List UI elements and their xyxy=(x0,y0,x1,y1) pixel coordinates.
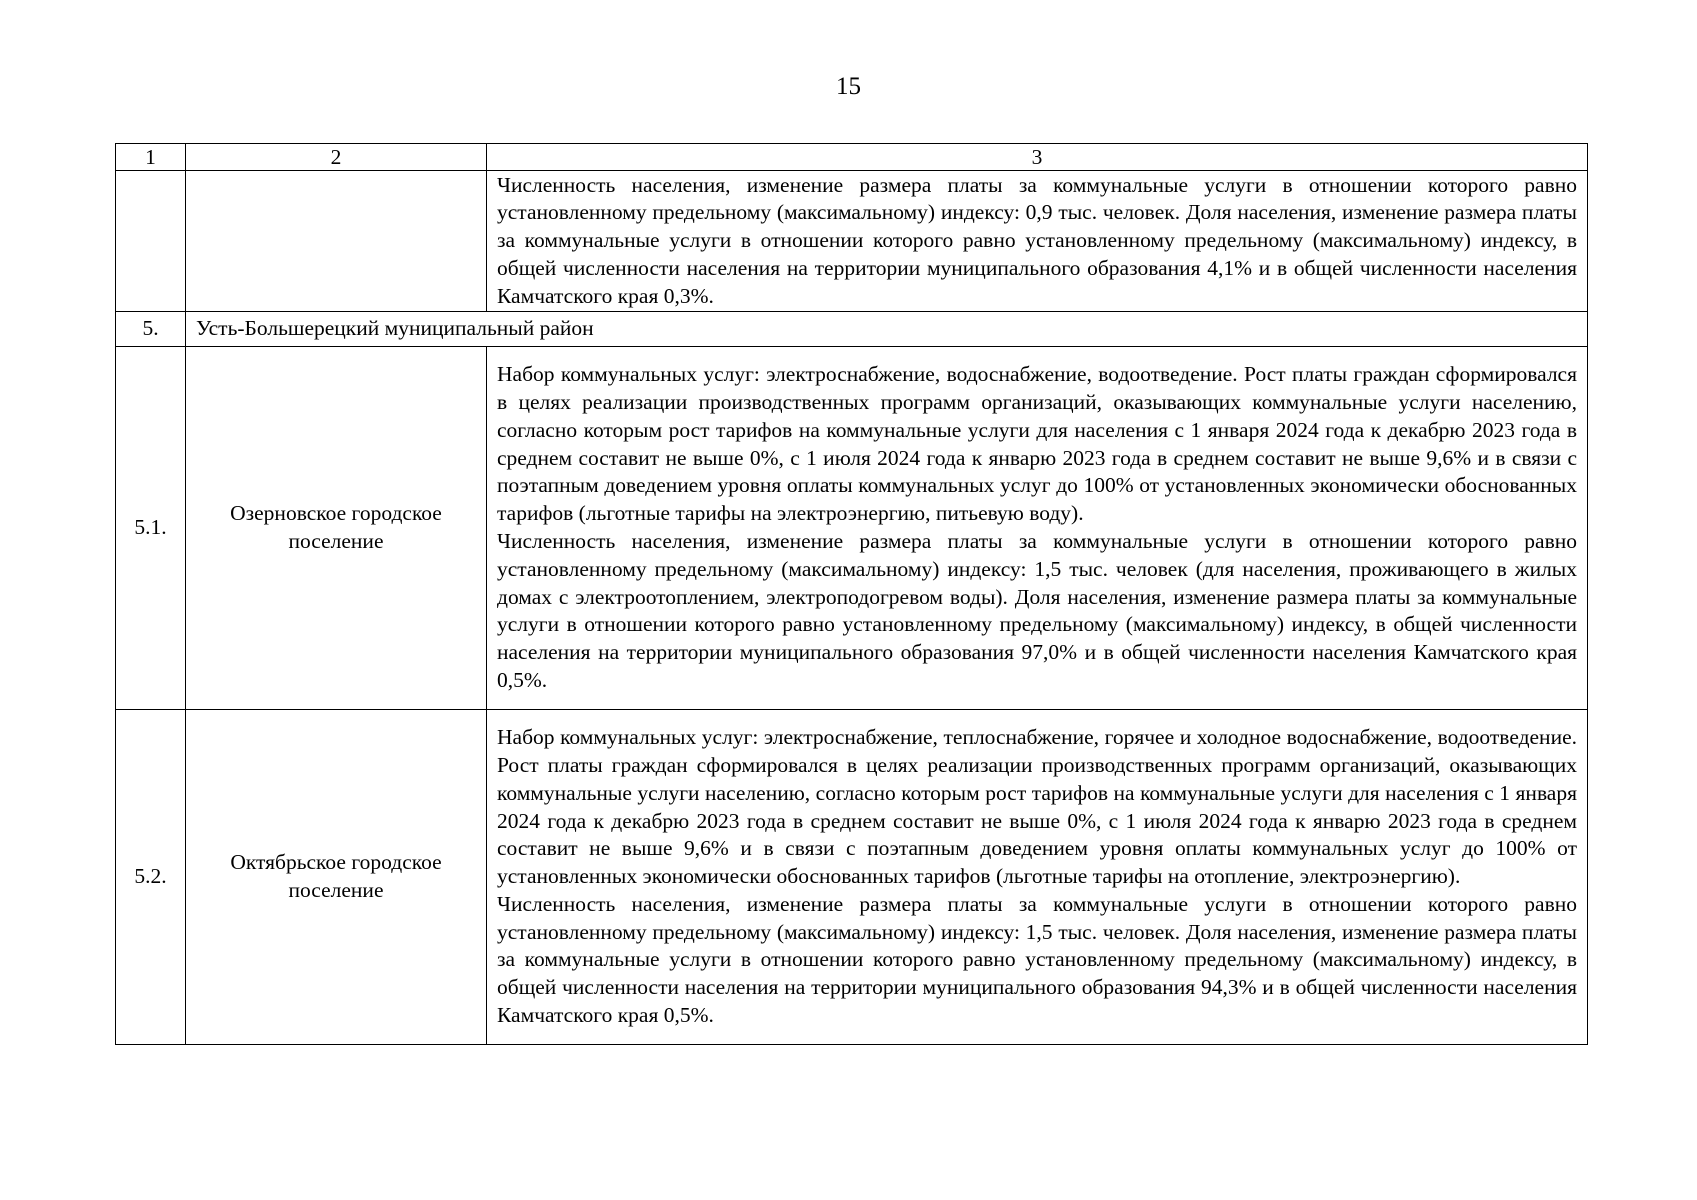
settlement-name xyxy=(186,171,487,312)
header-cell-3: 3 xyxy=(487,144,1588,171)
table-row xyxy=(116,347,1588,710)
row-description xyxy=(487,171,1588,312)
row-number: 5.1. xyxy=(116,347,186,710)
table-header-row xyxy=(116,144,1588,171)
table-row-district xyxy=(116,312,1588,347)
settlement-name: Озерновское городское поселение xyxy=(186,347,487,710)
table-row xyxy=(116,171,1588,312)
tariff-table xyxy=(115,143,1588,1045)
description-paragraph: Набор коммунальных услуг: электроснабжение, водоснабжение, водоотведение. Рост платы граждан сформировался в целях реализации производственных программ организаций, оказывающих коммунальные услуги населению, согласно которым рост тарифов на коммунальные услуги для населения с 1 января 2024 года к декабрю 2023 года в среднем составит не выше 0%, с 1 июля 2024 года к январю 2023 года в среднем составит не выше 9,6% и в связи с поэтапным доведением уровня оплаты коммунальных услуг до 100% от установленных экономически обоснованных тарифов (льготные тарифы на электроэнергию, питьевую воду). xyxy=(497,362,1577,526)
description-paragraph: Численность населения, изменение размера платы за коммунальные услуги в отношении которого равно установленному предельному (максимальному) индексу: 1,5 тыс. человек. Доля населения, изменение размера платы за коммунальные услуги в отношении которого равно установленному предельному (максимальному) индексу, в общей численности населения на территории муниципального образования 94,3% и в общей численности населения Камчатского края 0,5%. xyxy=(497,891,1577,1028)
description-paragraph: Численность населения, изменение размера платы за коммунальные услуги в отношении которого равно установленному предельному (максимальному) индексу: 1,5 тыс. человек (для населения, проживающего в жилых домах с электроотоплением, электроподогревом воды). Доля населения, изменение размера платы за коммунальные услуги в отношении которого равно установленному предельному (максимальному) индексу, в общей численности населения на территории муниципального образования 97,0% и в общей численности населения Камчатского края 0,5%. xyxy=(497,529,1577,692)
table-row xyxy=(116,710,1588,1045)
page-number: 15 xyxy=(836,73,861,100)
description-paragraph: Численность населения, изменение размера платы за коммунальные услуги в отношении которого равно установленному предельному (максимальному) индексу: 0,9 тыс. человек. Доля населения, изменение размера платы за коммунальные услуги в отношении которого равно установленному предельному (максимальному) индексу, в общей численности населения на территории муниципального образования 4,1% и в общей численности населения Камчатского края 0,3%. xyxy=(497,172,1577,308)
row-description xyxy=(487,347,1588,710)
district-name: Усть-Большерецкий муниципальный район xyxy=(186,312,1588,347)
description-paragraph: Набор коммунальных услуг: электроснабжение, теплоснабжение, горячее и холодное водоснабжение, водоотведение. Рост платы граждан сформировался в целях реализации производственных программ организаций, оказывающих коммунальные услуги населению, согласно которым рост тарифов на коммунальные услуги для населения с 1 января 2024 года к декабрю 2023 года в среднем составит не выше 0%, с 1 июля 2024 года к январю 2023 года в среднем составит не выше 9,6% и в связи с поэтапным доведением уровня оплаты коммунальных услуг до 100% от установленных экономически обоснованных тарифов (льготные тарифы на отопление, электроэнергию). xyxy=(497,725,1577,889)
header-cell-2: 2 xyxy=(186,144,487,171)
row-description xyxy=(487,710,1588,1045)
row-number: 5.2. xyxy=(116,710,186,1045)
row-number: 5. xyxy=(116,312,186,347)
settlement-name: Октябрьское городское поселение xyxy=(186,710,487,1045)
row-number xyxy=(116,171,186,312)
header-cell-1: 1 xyxy=(116,144,186,171)
